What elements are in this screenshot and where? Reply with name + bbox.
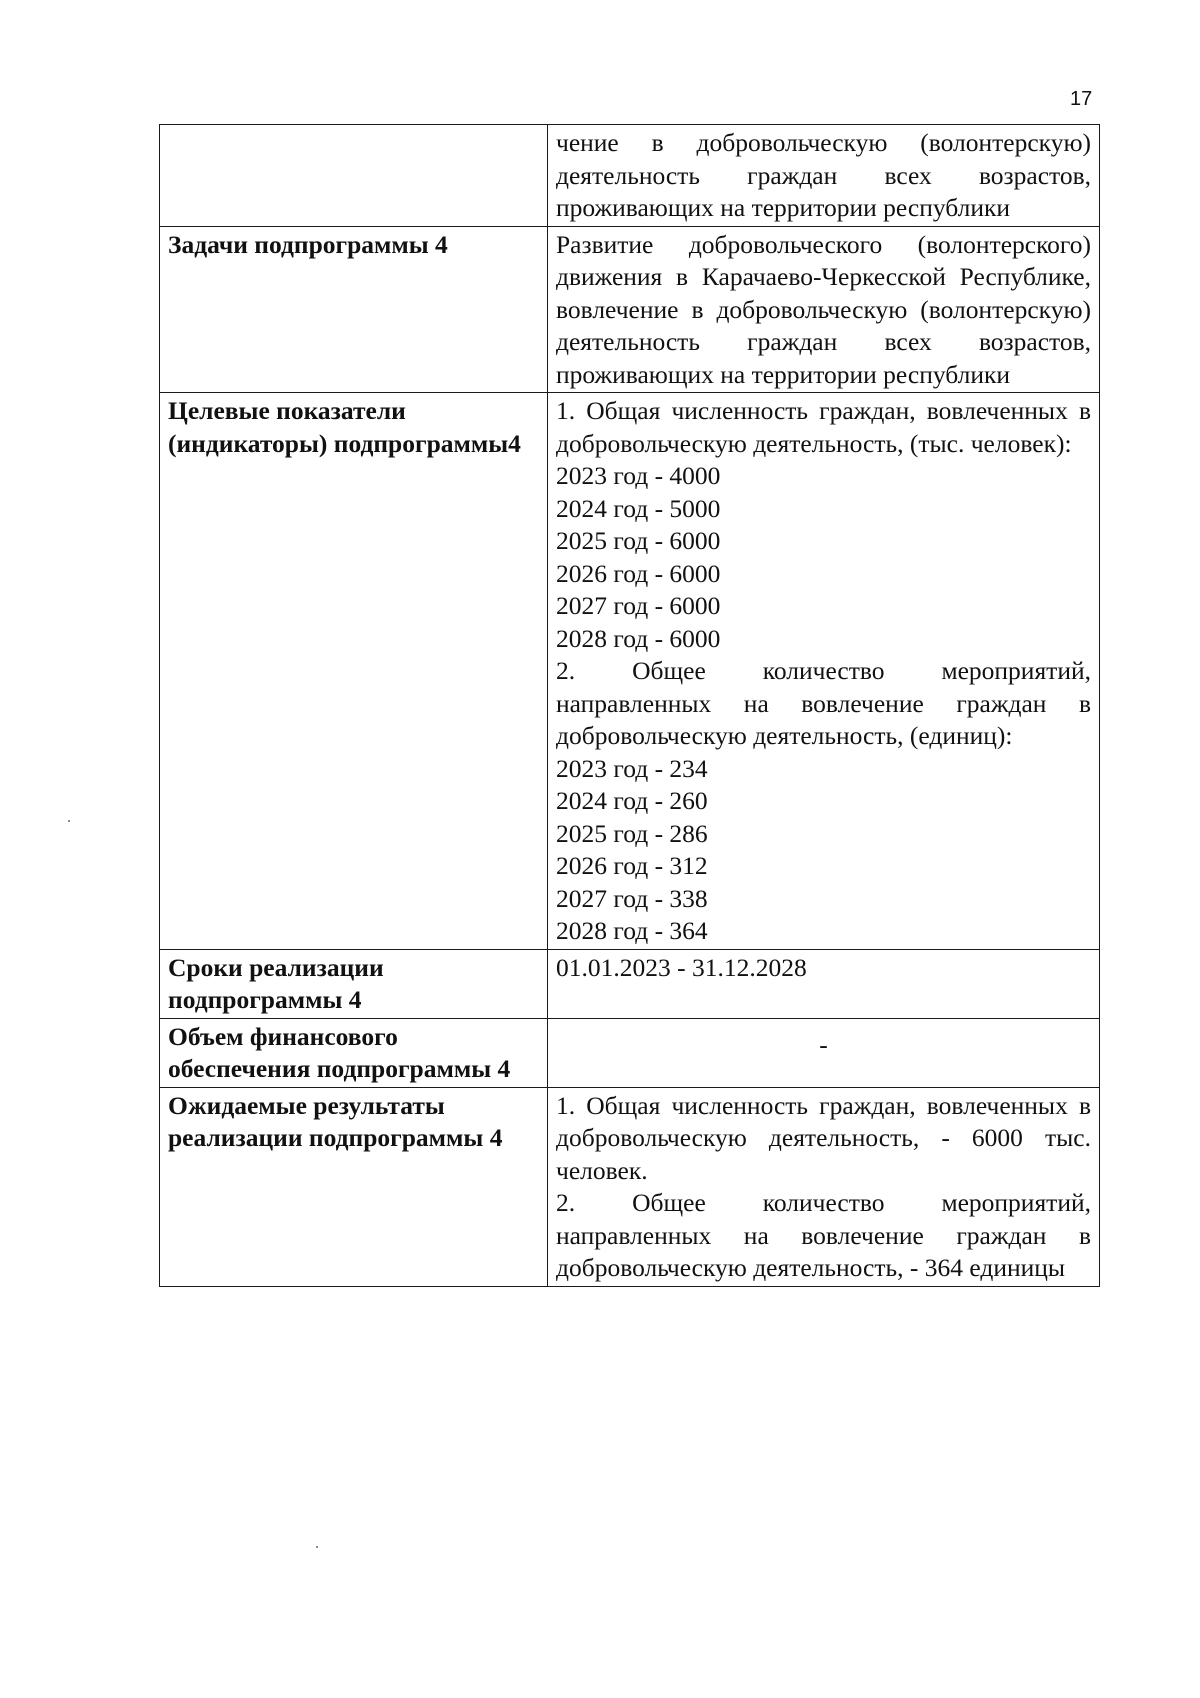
row-value-indicators — [548, 393, 1100, 950]
funding-dash: - — [819, 1029, 828, 1059]
table-row — [160, 226, 1100, 393]
row-label-funding: Объем финансового обеспечения подпрограммы 4 — [160, 1018, 548, 1087]
row-label-indicators: Целевые показатели (индикаторы) подпрограммы4 — [160, 393, 548, 950]
row-value-timeline: 01.01.2023 - 31.12.2028 — [548, 949, 1100, 1018]
row-label-expected-results: Ожидаемые результаты реализации подпрограммы 4 — [160, 1087, 548, 1286]
scan-speck — [68, 820, 70, 822]
subprogram-passport-table — [159, 124, 1100, 1287]
row-label-continuation — [160, 125, 548, 227]
indicator-2-year-2026: 2026 год - 312 — [556, 851, 708, 880]
indicator-1-title: 1. Общая численность граждан, вовлеченных в добровольческую деятельность, (тыс. человек): — [556, 396, 1091, 458]
indicator-2-year-2025: 2025 год - 286 — [556, 818, 708, 848]
indicator-1-year-2028: 2028 год - 6000 — [556, 623, 721, 653]
row-value-tasks: Развитие добровольческого (волонтерского) движения в Карачаево-Черкесской Республике, вовлечение в добровольческую (волонтерскую) деятельность граждан всех возрастов, проживающих на территории республики — [548, 226, 1100, 393]
table-row — [160, 1018, 1100, 1087]
row-value-continuation: чение в добровольческую (волонтерскую) деятельность граждан всех возрастов, проживающих на территории республики — [548, 125, 1100, 227]
scan-speck — [316, 1546, 318, 1548]
indicator-2-title: 2. Общее количество мероприятий, направленных на вовлечение граждан в добровольческую деятельность, (единиц): — [556, 656, 1091, 750]
row-label-tasks: Задачи подпрограммы 4 — [160, 226, 548, 393]
indicator-1-year-2025: 2025 год - 6000 — [556, 526, 721, 555]
indicator-1-year-2024: 2024 год - 5000 — [556, 493, 721, 523]
table-row — [160, 393, 1100, 950]
table-row — [160, 949, 1100, 1018]
indicator-1-year-2023: 2023 год - 4000 — [556, 461, 721, 490]
row-value-expected-results — [548, 1087, 1100, 1286]
row-label-timeline: Сроки реализации подпрограммы 4 — [160, 949, 548, 1018]
indicator-1-year-2027: 2027 год - 6000 — [556, 591, 721, 620]
indicator-2-year-2024: 2024 год - 260 — [556, 786, 708, 815]
table-row — [160, 125, 1100, 227]
indicator-2-year-2023: 2023 год - 234 — [556, 753, 708, 783]
table-row — [160, 1087, 1100, 1286]
indicator-1-year-2026: 2026 год - 6000 — [556, 558, 721, 588]
row-value-funding — [548, 1018, 1100, 1087]
page-number: 17 — [1070, 88, 1093, 110]
expected-result-2: 2. Общее количество мероприятий, направленных на вовлечение граждан в добровольческую деятельность, - 364 единицы — [556, 1188, 1091, 1282]
indicator-2-year-2028: 2028 год - 364 — [556, 916, 708, 945]
expected-result-1: 1. Общая численность граждан, вовлеченных в добровольческую деятельность, - 6000 тыс. человек. — [556, 1090, 1091, 1185]
indicator-2-year-2027: 2027 год - 338 — [556, 883, 708, 913]
